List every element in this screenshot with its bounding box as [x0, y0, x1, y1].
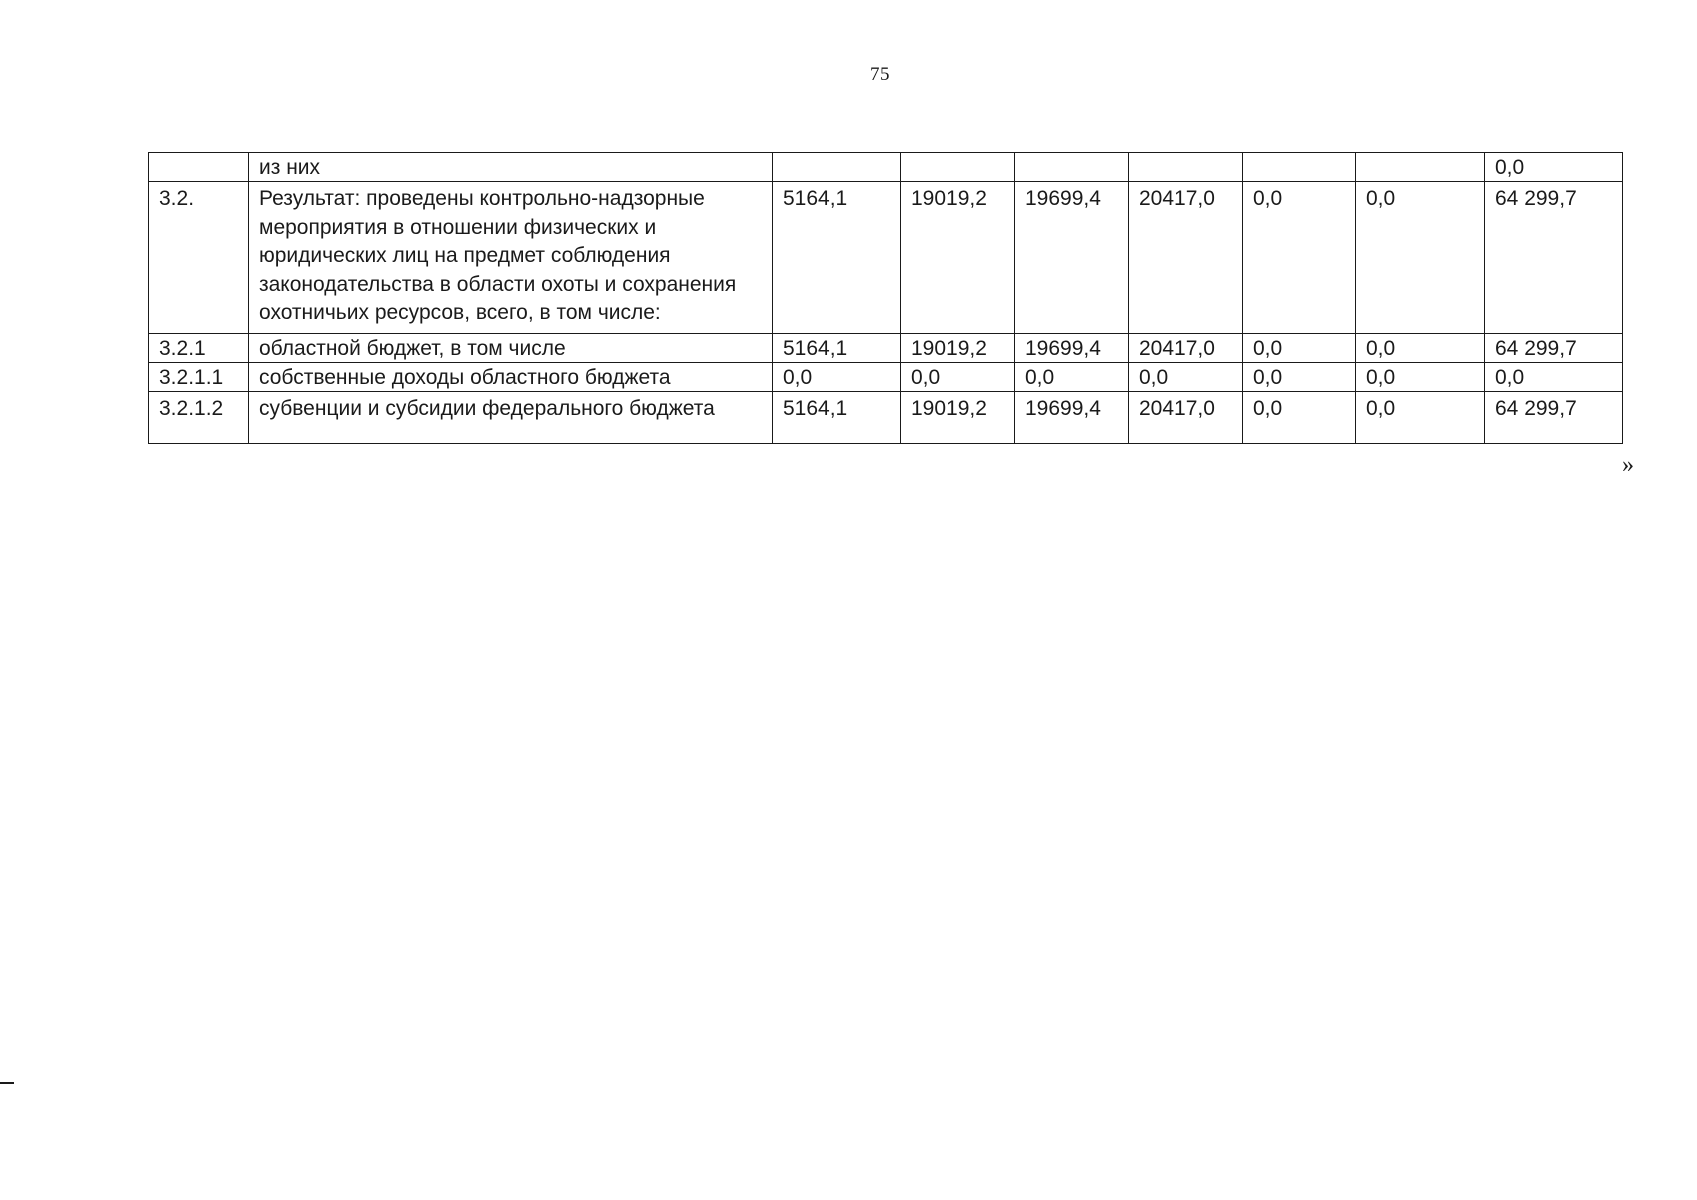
table-row — [149, 334, 1623, 363]
table-row — [149, 392, 1623, 444]
value-cell — [1356, 153, 1485, 182]
row-number: 3.2. — [149, 182, 249, 334]
value-cell: 0,0 — [901, 363, 1015, 392]
table-row — [149, 182, 1623, 334]
value-cell: 0,0 — [1356, 334, 1485, 363]
value-cell: 0,0 — [773, 363, 901, 392]
value-cell-total: 64 299,7 — [1485, 392, 1623, 444]
value-cell-total: 64 299,7 — [1485, 182, 1623, 334]
value-cell: 0,0 — [1129, 363, 1243, 392]
value-cell-total: 0,0 — [1485, 153, 1623, 182]
row-description: собственные доходы областного бюджета — [249, 363, 773, 392]
value-cell — [1015, 153, 1129, 182]
value-cell: 5164,1 — [773, 182, 901, 334]
value-cell: 0,0 — [1243, 334, 1356, 363]
table-row — [149, 153, 1623, 182]
value-cell: 5164,1 — [773, 392, 901, 444]
value-cell: 5164,1 — [773, 334, 901, 363]
value-cell: 19019,2 — [901, 334, 1015, 363]
row-description: из них — [249, 153, 773, 182]
row-number: 3.2.1.2 — [149, 392, 249, 444]
value-cell: 0,0 — [1243, 392, 1356, 444]
value-cell: 20417,0 — [1129, 334, 1243, 363]
value-cell — [1129, 153, 1243, 182]
row-number: 3.2.1.1 — [149, 363, 249, 392]
page-number: 75 — [870, 64, 890, 85]
value-cell: 0,0 — [1356, 392, 1485, 444]
value-cell — [901, 153, 1015, 182]
value-cell: 0,0 — [1243, 363, 1356, 392]
value-cell: 19699,4 — [1015, 334, 1129, 363]
value-cell: 0,0 — [1356, 182, 1485, 334]
value-cell: 19699,4 — [1015, 182, 1129, 334]
row-number: 3.2.1 — [149, 334, 249, 363]
row-description: субвенции и субсидии федерального бюджета — [249, 392, 773, 444]
value-cell: 19019,2 — [901, 392, 1015, 444]
value-cell — [773, 153, 901, 182]
value-cell: 0,0 — [1015, 363, 1129, 392]
value-cell: 19699,4 — [1015, 392, 1129, 444]
row-number — [149, 153, 249, 182]
value-cell-total: 0,0 — [1485, 363, 1623, 392]
value-cell: 0,0 — [1243, 182, 1356, 334]
value-cell: 20417,0 — [1129, 182, 1243, 334]
value-cell-total: 64 299,7 — [1485, 334, 1623, 363]
value-cell — [1243, 153, 1356, 182]
row-description: областной бюджет, в том числе — [249, 334, 773, 363]
closing-quote-mark: » — [1622, 452, 1634, 478]
row-description: Результат: проведены контрольно-надзорные мероприятия в отношении физических и юридических лиц на предмет соблюдения законодательства в области охоты и сохранения охотничьих ресурсов, всего, в том числе: — [249, 182, 773, 334]
budget-table — [148, 152, 1623, 444]
value-cell: 20417,0 — [1129, 392, 1243, 444]
value-cell: 0,0 — [1356, 363, 1485, 392]
value-cell: 19019,2 — [901, 182, 1015, 334]
table-row — [149, 363, 1623, 392]
margin-edge-mark — [0, 1082, 14, 1084]
